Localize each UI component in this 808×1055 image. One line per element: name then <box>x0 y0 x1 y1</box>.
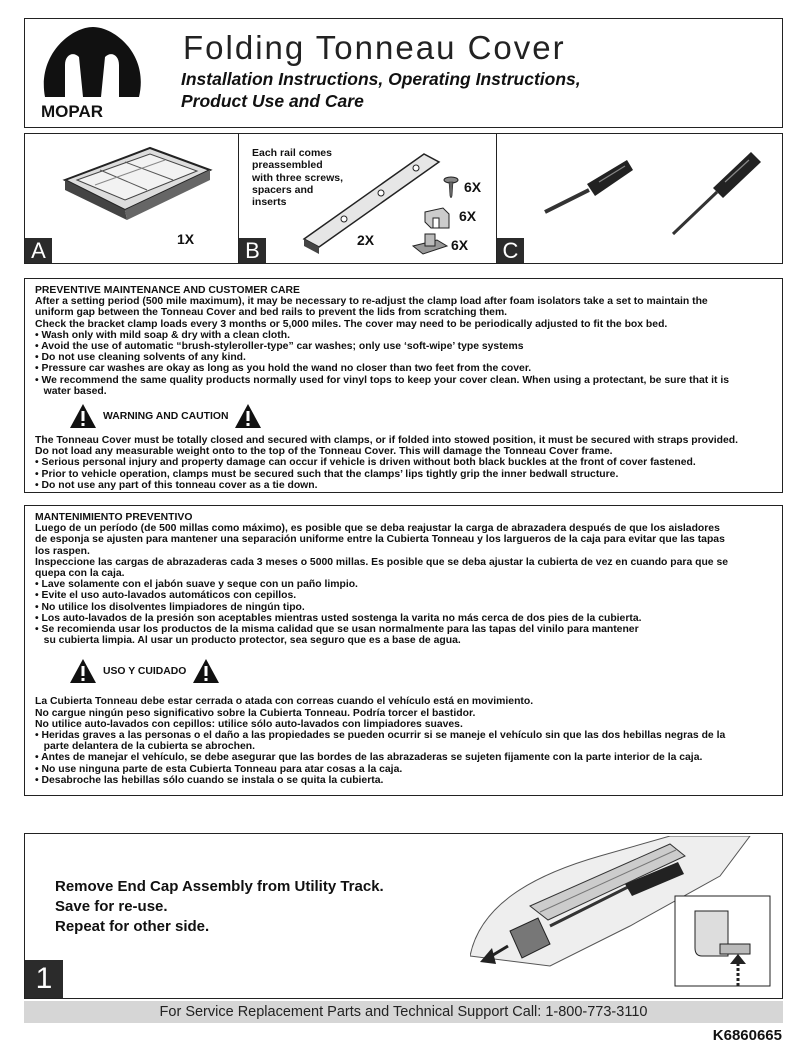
part-number: K6860665 <box>712 1027 782 1044</box>
part-b-panel <box>238 133 497 264</box>
part-a-qty: 1X <box>177 231 195 247</box>
spanish-warning-title: USO Y CUIDADO <box>103 665 187 677</box>
part-b-note-line: preassembled <box>252 159 323 172</box>
tonneau-cover-illustration <box>55 140 215 240</box>
rail-qty: 2X <box>357 232 375 248</box>
spanish-line: • Los auto-lavados de la presión son aceptables mientras usted sostenga la varita no más cerca de dos pies de la cubierta. <box>35 612 642 624</box>
part-b-note-line: with three screws, <box>252 171 344 184</box>
footer-support-bar: For Service Replacement Parts and Technical Support Call: 1-800-773-3110 <box>24 1001 783 1023</box>
english-line: Check the bracket clamp loads every 3 months or 5,000 miles. The cover may need to be periodically adjusted to fit the box bed. <box>35 318 668 330</box>
part-a-label: A <box>25 238 52 263</box>
flathead-screwdriver-icon <box>537 154 637 224</box>
step-1-panel <box>24 833 783 999</box>
english-care-section <box>24 278 783 493</box>
spanish-warning-line: No cargue ningún peso significativo sobre la Cubierta Tonneau. Podría torcer el bastidor. <box>35 707 476 719</box>
warning-triangle-icon <box>192 658 220 684</box>
spanish-line: los raspen. <box>35 545 90 557</box>
screw-qty: 6X <box>464 179 482 195</box>
part-a-panel <box>24 133 239 264</box>
screw-icon <box>443 176 459 198</box>
part-b-note-line: Each rail comes <box>252 147 332 159</box>
step-1-instructions <box>55 877 384 937</box>
doc-subtitle-2: Product Use and Care <box>181 91 364 111</box>
part-b-note-line: spacers and <box>252 183 314 196</box>
english-warning-line: • Prior to vehicle operation, clamps must be secured such that the clamps’ lips tightly grip the inner bedwall structure. <box>35 468 619 480</box>
insert-icon <box>409 232 449 258</box>
english-line: • We recommend the same quality products normally used for vinyl tops to keep your cover clean. When using a protectant, be sure that it is <box>35 374 730 386</box>
spanish-heading: MANTENIMIENTO PREVENTIVO <box>35 512 193 523</box>
english-heading: PREVENTIVE MAINTENANCE AND CUSTOMER CARE <box>35 285 300 296</box>
phillips-screwdriver-icon <box>657 146 767 246</box>
part-b-label: B <box>239 238 266 263</box>
spanish-warning-line: parte delantera de la cubierta se abrochen. <box>35 741 256 753</box>
spanish-line: Luego de un período (de 500 millas como máximo), es posible que se deba reajustar la carga de abrazadera después de que los aisladores <box>35 523 720 535</box>
english-line: • Pressure car washes are okay as long as you hold the wand no closer than two feet from the cover. <box>35 363 532 375</box>
english-line: • Avoid the use of automatic “brush-styleroller-type” car washes; only use ‘soft-wipe’ type systems <box>35 341 524 353</box>
spanish-warning-header <box>69 658 772 684</box>
english-warning-line: The Tonneau Cover must be totally closed and secured with clamps, or if folded into stowed position, it must be secured with straps provided. <box>35 435 739 447</box>
spanish-line: su cubierta limpia. Al usar un producto protector, sea seguro que es a base de agua. <box>35 635 461 647</box>
spanish-line: • Se recomienda usar los productos de la misma calidad que se usan normalmente para las tapas del vinilo para mantener <box>35 624 639 636</box>
spacer-qty: 6X <box>459 208 477 224</box>
warning-triangle-icon <box>69 403 97 429</box>
warning-triangle-icon <box>69 658 97 684</box>
spanish-warning-line: • No use ninguna parte de esta Cubierta Tonneau para atar cosas a la caja. <box>35 763 403 775</box>
spanish-line: quepa con la caja. <box>35 568 125 580</box>
spacer-icon <box>423 206 451 230</box>
english-warning-header <box>69 403 772 429</box>
english-line: uniform gap between the Tonneau Cover and bed rails to prevent the lids from scratching them. <box>35 307 508 319</box>
english-warning-line: • Do not use any part of this tonneau cover as a tie down. <box>35 479 318 491</box>
step-1-line: Remove End Cap Assembly from Utility Track. <box>55 878 384 895</box>
english-line: water based. <box>35 385 107 397</box>
spanish-warning-line: • Heridas graves a las personas o el daño a las propiedades se pueden ocurrir si se maneje el vehículo sin que las dos hebillas negras de la <box>35 730 726 742</box>
step-1-line: Repeat for other side. <box>55 918 210 935</box>
spanish-line: • No utilice los disolventes limpiadores de ningún tipo. <box>35 601 305 613</box>
warning-triangle-icon <box>234 403 262 429</box>
part-b-note-line: inserts <box>252 196 287 209</box>
step-1-number: 1 <box>25 960 63 998</box>
spanish-line: • Lave solamente con el jabón suave y seque con un paño limpio. <box>35 579 358 591</box>
english-line: • Wash only with mild soap & dry with a clean cloth. <box>35 329 290 341</box>
spanish-warning-line: No utilice auto-lavados con cepillos: utilice sólo auto-lavados con limpiadores suaves. <box>35 718 463 730</box>
english-warning-line: • Serious personal injury and property damage can occur if vehicle is driven without both black buckles at the front of cover fastened. <box>35 457 696 469</box>
spanish-warning-line: • Antes de manejar el vehículo, se debe asegurar que las bordes de las abrazaderas se sujeten fijamente con la parte interior de la caja. <box>35 752 703 764</box>
spanish-warning-line: La Cubierta Tonneau debe estar cerrada o atada con correas cuando el vehículo está en movimiento. <box>35 696 534 708</box>
english-line: • Do not use cleaning solvents of any kind. <box>35 352 246 364</box>
step-1-line: Save for re-use. <box>55 898 168 915</box>
spanish-line: de esponja se ajusten para mantener una separación uniforme entre la Cubierta Tonneau y los largueros de la caja para evitar que las tapas <box>35 534 725 546</box>
doc-title: Folding Tonneau Cover <box>183 29 566 66</box>
doc-subtitle-1: Installation Instructions, Operating Instructions, <box>181 69 581 89</box>
spanish-line: • Evite el uso auto-lavados automáticos con cepillos. <box>35 590 297 602</box>
spanish-care-section <box>24 505 783 796</box>
spanish-warning-line: • Desabroche las hebillas sólo cuando se instala o se quita la cubierta. <box>35 774 384 786</box>
english-warning-line: Do not load any measurable weight onto to the top of the Tonneau Cover. This will damage the Tonneau Cover frame. <box>35 446 613 458</box>
part-c-label: C <box>497 238 524 263</box>
end-cap-removal-illustration <box>470 836 780 996</box>
english-warning-title: WARNING AND CAUTION <box>103 410 229 422</box>
insert-qty: 6X <box>451 237 469 253</box>
mopar-logo-icon <box>31 25 153 120</box>
spanish-line: Inspeccione las cargas de abrazaderas cada 3 meses o 5000 millas. Es posible que se deba ajustar la cubierta de vez en cuando para que se <box>35 556 729 568</box>
mopar-wordmark: MOPAR <box>41 102 104 120</box>
part-c-panel <box>496 133 783 264</box>
english-line: After a setting period (500 mile maximum), it may be necessary to re-adjust the clamp load after foam isolators take a set to maintain the <box>35 296 708 308</box>
header-box <box>24 18 783 128</box>
